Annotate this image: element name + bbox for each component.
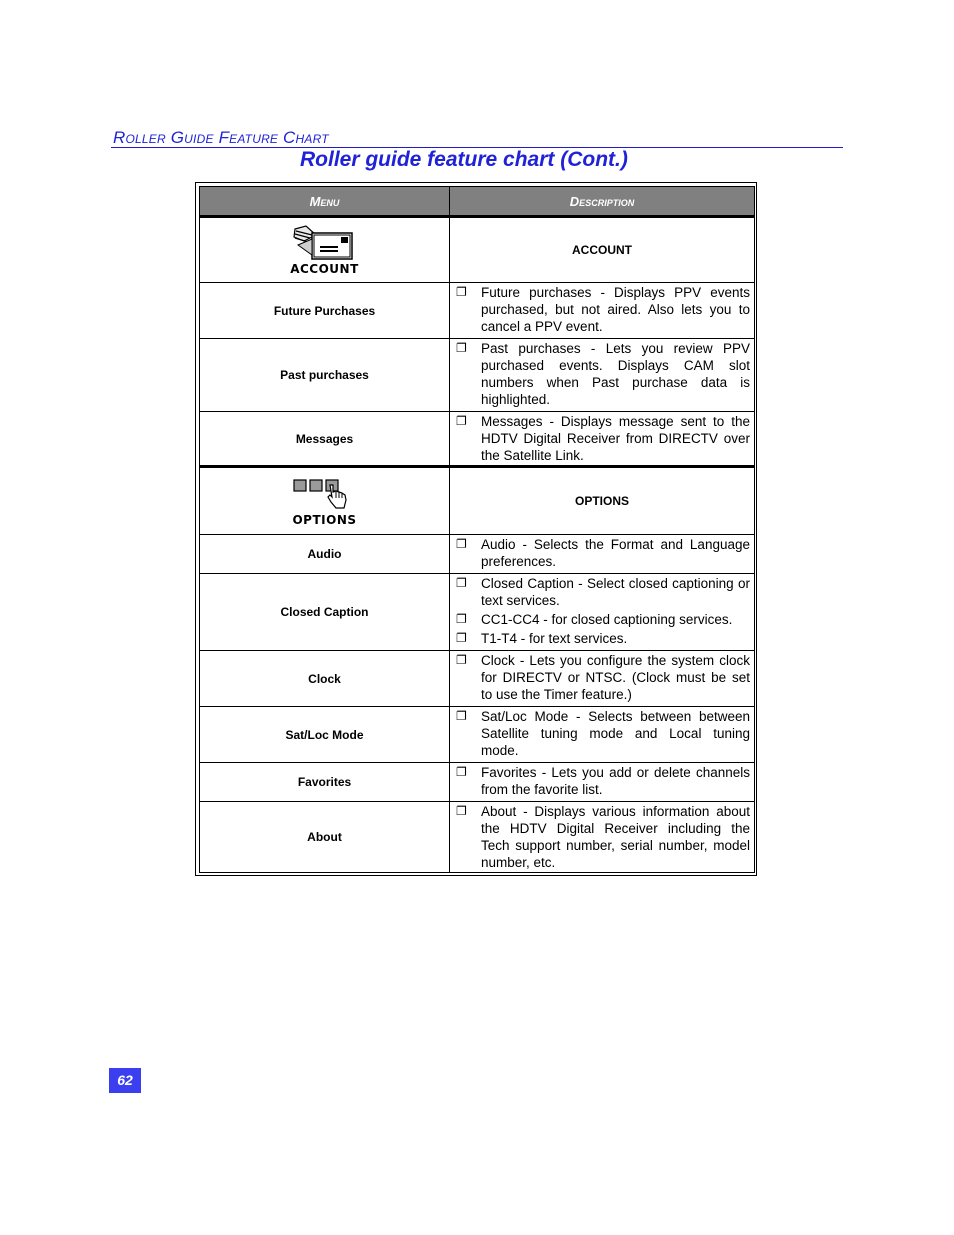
checkbox-bullet-icon: ❐ bbox=[456, 576, 467, 590]
description-text: Future purchases - Displays PPV events purchased, but not aired. Also lets you to cancel a PPV event. bbox=[481, 285, 750, 334]
description-text: Favorites - Lets you add or delete channels from the favorite list. bbox=[481, 765, 750, 797]
description-cell bbox=[450, 535, 755, 574]
section-header bbox=[111, 128, 843, 148]
account-envelope-icon bbox=[292, 225, 358, 263]
description-text: Audio - Selects the Format and Language preferences. bbox=[481, 537, 750, 569]
description-cell bbox=[450, 802, 755, 873]
description-cell bbox=[450, 651, 755, 707]
account-icon-label: ACCOUNT bbox=[290, 261, 359, 276]
menu-item-clock: Clock bbox=[200, 651, 450, 707]
feature-chart-table bbox=[195, 182, 757, 876]
menu-item-past-purchases: Past purchases bbox=[200, 339, 450, 412]
page-title: Roller guide feature chart (Cont.) bbox=[300, 148, 628, 171]
menu-item-audio: Audio bbox=[200, 535, 450, 574]
description-cell bbox=[450, 707, 755, 763]
description-cell bbox=[450, 412, 755, 467]
group-row-options bbox=[200, 467, 755, 535]
menu-item-messages: Messages bbox=[200, 412, 450, 467]
menu-item-future-purchases: Future Purchases bbox=[200, 283, 450, 339]
checkbox-bullet-icon: ❐ bbox=[456, 804, 467, 818]
description-cell bbox=[450, 339, 755, 412]
account-heading: ACCOUNT bbox=[450, 217, 755, 283]
description-text: CC1-CC4 - for closed captioning services. bbox=[481, 612, 733, 627]
table-row bbox=[200, 707, 755, 763]
menu-item-closed-caption: Closed Caption bbox=[200, 574, 450, 651]
description-cell bbox=[450, 574, 755, 651]
menu-item-about: About bbox=[200, 802, 450, 873]
table-header-row bbox=[200, 187, 755, 217]
table-row bbox=[200, 574, 755, 651]
section-title: Roller Guide Feature Chart bbox=[113, 128, 329, 147]
description-text: About - Displays various information about the HDTV Digital Receiver including the Tech support number, serial number, model number, etc. bbox=[481, 804, 750, 870]
checkbox-bullet-icon: ❐ bbox=[456, 631, 467, 645]
description-text: Closed Caption - Select closed captioning or text services. bbox=[481, 576, 750, 608]
group-row-account bbox=[200, 217, 755, 283]
description-text: Sat/Loc Mode - Selects between between Satellite tuning mode and Local tuning mode. bbox=[481, 709, 750, 758]
options-hand-icon bbox=[292, 476, 358, 514]
options-icon-label: OPTIONS bbox=[292, 512, 357, 527]
checkbox-bullet-icon: ❐ bbox=[456, 341, 467, 355]
description-cell bbox=[450, 763, 755, 802]
description-cell bbox=[450, 283, 755, 339]
checkbox-bullet-icon: ❐ bbox=[456, 709, 467, 723]
table-row bbox=[200, 651, 755, 707]
table-row bbox=[200, 802, 755, 873]
menu-column-header: Menu bbox=[200, 187, 450, 217]
options-heading: OPTIONS bbox=[450, 467, 755, 535]
description-column-header: Description bbox=[450, 187, 755, 217]
description-text: T1-T4 - for text services. bbox=[481, 631, 628, 646]
description-text: Clock - Lets you configure the system clock for DIRECTV or NTSC. (Clock must be set to use the Timer feature.) bbox=[481, 653, 750, 702]
table-row bbox=[200, 339, 755, 412]
checkbox-bullet-icon: ❐ bbox=[456, 765, 467, 779]
options-icon-cell bbox=[200, 467, 450, 535]
checkbox-bullet-icon: ❐ bbox=[456, 537, 467, 551]
checkbox-bullet-icon: ❐ bbox=[456, 612, 467, 626]
description-text: Messages - Displays message sent to the HDTV Digital Receiver from DIRECTV over the Satellite Link. bbox=[481, 414, 750, 463]
account-icon-cell bbox=[200, 217, 450, 283]
checkbox-bullet-icon: ❐ bbox=[456, 653, 467, 667]
menu-item-sat-loc-mode: Sat/Loc Mode bbox=[200, 707, 450, 763]
table-row bbox=[200, 763, 755, 802]
description-text: Past purchases - Lets you review PPV purchased events. Displays CAM slot numbers when Past purchase data is highlighted. bbox=[481, 341, 750, 407]
table-row bbox=[200, 412, 755, 467]
page-number: 62 bbox=[109, 1068, 141, 1093]
table-row bbox=[200, 535, 755, 574]
table-row bbox=[200, 283, 755, 339]
checkbox-bullet-icon: ❐ bbox=[456, 414, 467, 428]
checkbox-bullet-icon: ❐ bbox=[456, 285, 467, 299]
menu-item-favorites: Favorites bbox=[200, 763, 450, 802]
